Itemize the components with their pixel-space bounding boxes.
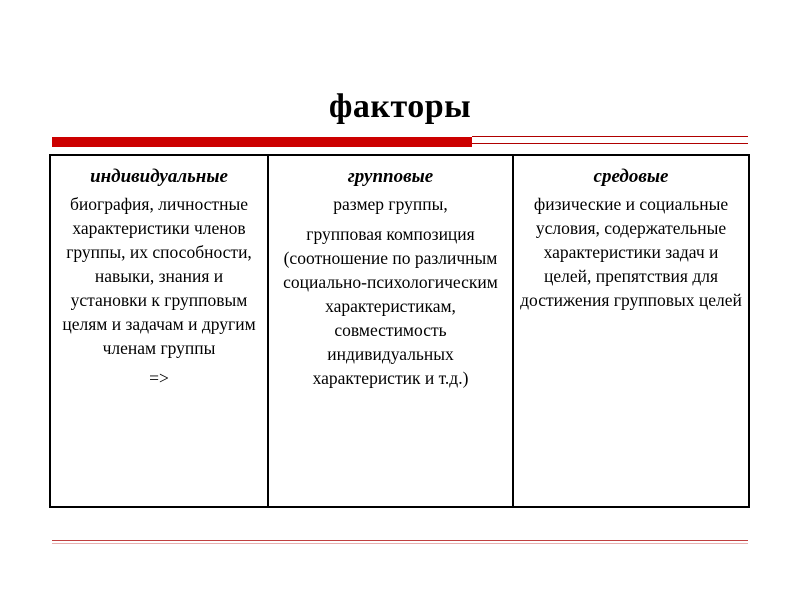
- column-text: групповая композиция (соотношение по различным социально-психологическим характеристикам, совместимость индивидуальных характеристик и т.д.): [283, 224, 498, 388]
- column-text: биография, личностные характеристики членов группы, их способности, навыки, знания и установки к групповым целям и задачам и другим членам группы: [62, 194, 256, 358]
- column-environment: [513, 155, 749, 507]
- column-text: физические и социальные условия, содержательные характеристики задач и целей, препятствия для достижения групповых целей: [520, 194, 742, 310]
- title-underline-thin-lower: [472, 143, 748, 144]
- column-heading: групповые: [347, 166, 434, 187]
- factors-table: [49, 154, 750, 508]
- title-underline-thin: [472, 136, 748, 137]
- table-row: [50, 155, 749, 507]
- column-heading: индивидуальные: [90, 166, 228, 187]
- column-group: [268, 155, 513, 507]
- footer-rule-light: [52, 543, 748, 544]
- column-individual: [50, 155, 268, 507]
- footer-rule: [52, 540, 748, 541]
- column-heading: средовые: [593, 166, 669, 187]
- title-underline-thick: [52, 137, 472, 147]
- slide-title: факторы: [328, 88, 472, 125]
- arrow-text: =>: [149, 368, 169, 388]
- column-text: размер группы,: [333, 194, 448, 214]
